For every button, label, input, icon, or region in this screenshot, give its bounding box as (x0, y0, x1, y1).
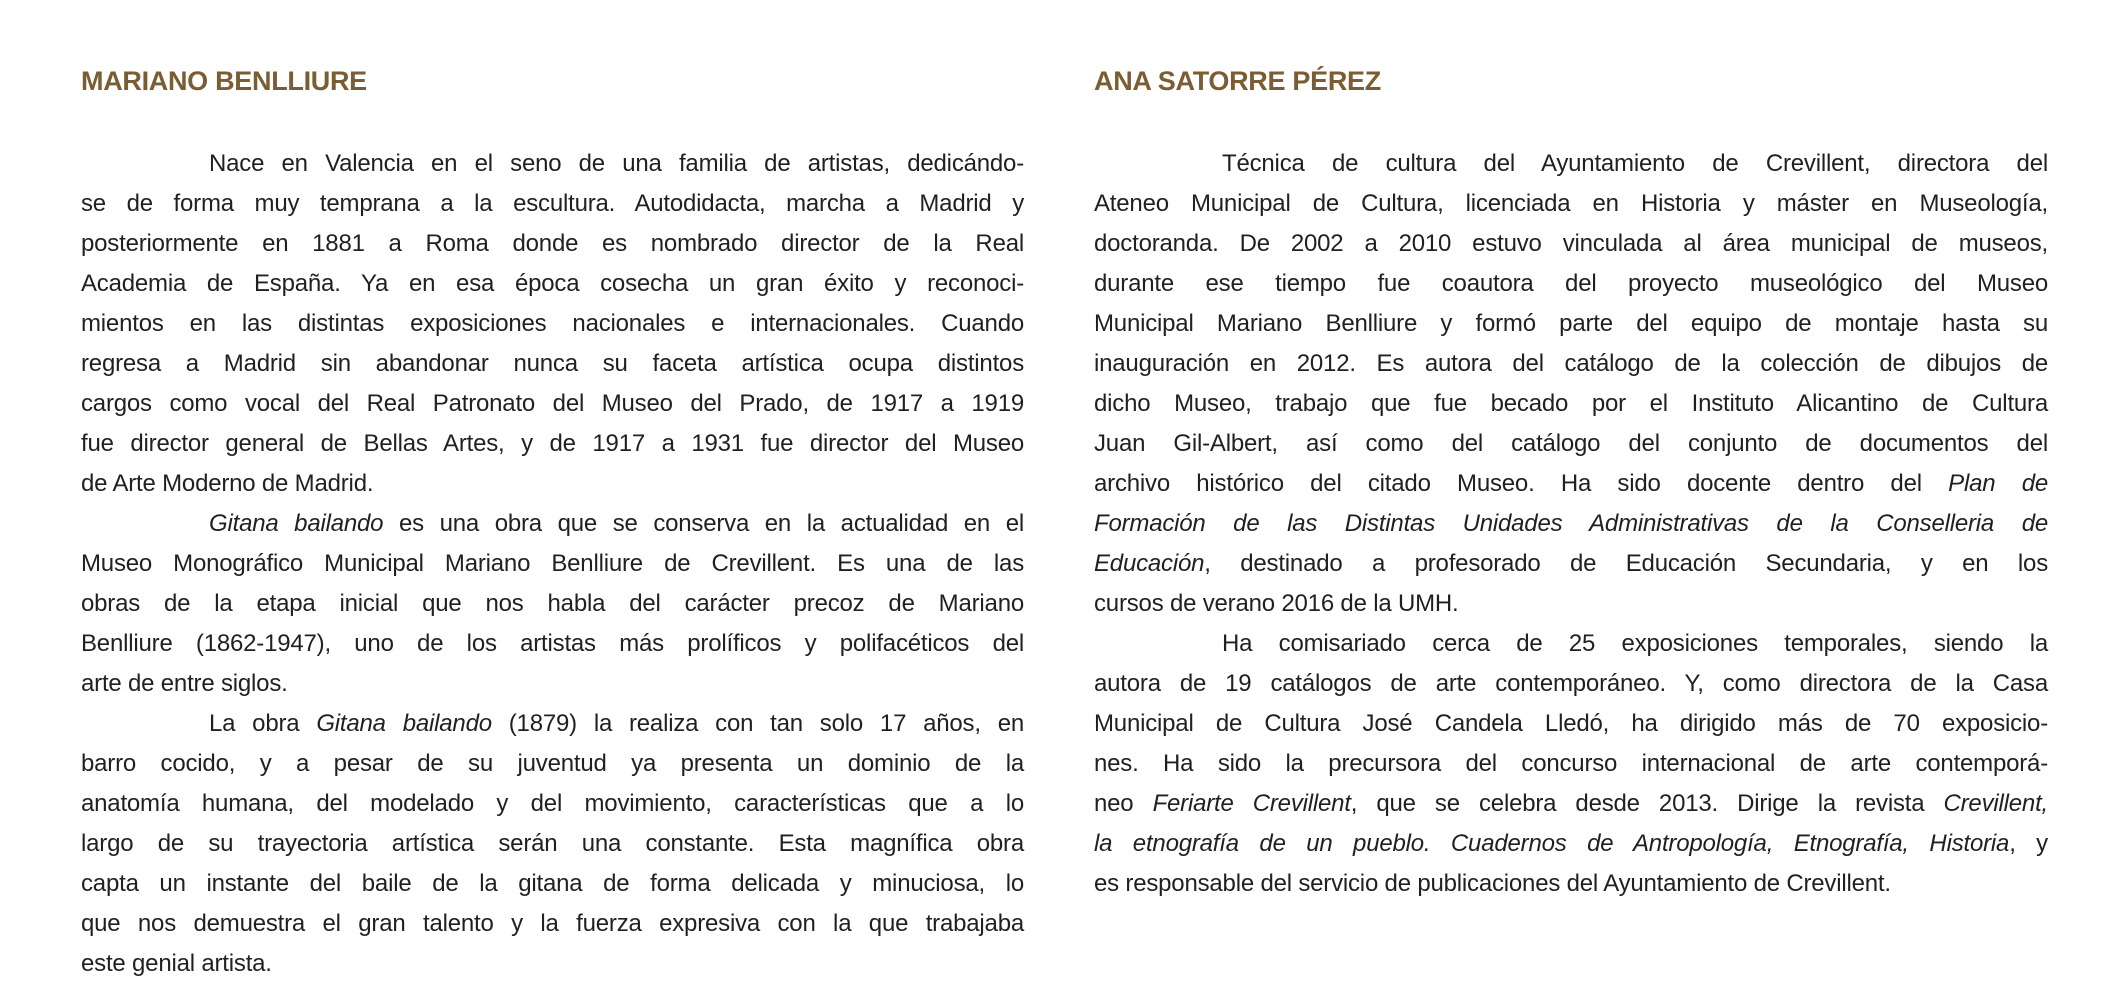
text-line (81, 304, 1024, 344)
text-segment: inauguración en 2012. Es autora del catálogo de la colección de dibujos de (1094, 350, 2048, 377)
text-line (81, 704, 1024, 744)
text-segment: barro cocido, y a pesar de su juventud ya presenta un dominio de la (81, 750, 1024, 777)
text-line (81, 864, 1024, 904)
text-segment: mientos en las distintas exposiciones nacionales e internacionales. Cuando (81, 310, 1024, 337)
text-segment: nes. Ha sido la precursora del concurso internacional de arte contemporá- (1094, 750, 2048, 777)
text-segment: , que se celebra desde 2013. Dirige la revista (1350, 790, 1944, 817)
text-line (1094, 664, 2048, 704)
text-segment: La obra (209, 710, 317, 737)
text-line (81, 384, 1024, 424)
text-segment: arte de entre siglos. (81, 670, 288, 697)
text-segment: neo (1094, 790, 1153, 817)
text-segment: doctoranda. De 2002 a 2010 estuvo vinculada al área municipal de museos, (1094, 230, 2048, 257)
text-segment: se de forma muy temprana a la escultura. Autodidacta, marcha a Madrid y (81, 190, 1024, 217)
text-segment: durante ese tiempo fue coautora del proyecto museológico del Museo (1094, 270, 2048, 297)
text-segment: es una obra que se conserva en la actualidad en el (383, 510, 1024, 537)
text-line (81, 184, 1024, 224)
text-line (1094, 144, 2048, 184)
text-segment: que nos demuestra el gran talento y la fuerza expresiva con la que trabajaba (81, 910, 1024, 937)
text-segment: Municipal de Cultura José Candela Lledó, ha dirigido más de 70 exposicio- (1094, 710, 2048, 737)
text-line (1094, 184, 2048, 224)
text-segment: es responsable del servicio de publicaciones del Ayuntamiento de Crevillent. (1094, 870, 1891, 897)
text-line (81, 904, 1024, 944)
italic-text: Educación (1094, 550, 1205, 577)
text-segment: este genial artista. (81, 950, 272, 977)
text-line (81, 664, 1024, 704)
text-line (1094, 384, 2048, 424)
text-line (1094, 704, 2048, 744)
italic-text: Gitana bailando (209, 510, 384, 537)
text-line (81, 584, 1024, 624)
text-line (1094, 824, 2048, 864)
text-line (81, 744, 1024, 784)
text-segment: Ha comisariado cerca de 25 exposiciones temporales, siendo la (1222, 630, 2048, 657)
text-segment: , destinado a profesorado de Educación Secundaria, y en los (1204, 550, 2048, 577)
text-line (1094, 264, 2048, 304)
italic-text: Formación de las Distintas Unidades Administrativas de la Conselleria de (1094, 510, 2048, 537)
text-line (1094, 624, 2048, 664)
text-line (1094, 464, 2048, 504)
text-segment: capta un instante del baile de la gitana de forma delicada y minuciosa, lo (81, 870, 1024, 897)
text-line (1094, 344, 2048, 384)
text-segment: Técnica de cultura del Ayuntamiento de Crevillent, directora del (1222, 150, 2048, 177)
text-segment: (1879) la realiza con tan solo 17 años, en (491, 710, 1025, 737)
text-segment: Municipal Mariano Benlliure y formó parte del equipo de montaje hasta su (1094, 310, 2048, 337)
italic-text: Plan de (1948, 470, 2049, 497)
text-segment: Benlliure (1862-1947), uno de los artistas más prolíficos y polifacéticos del (81, 630, 1024, 657)
text-line (1094, 784, 2048, 824)
text-segment: Museo Monográfico Municipal Mariano Benlliure de Crevillent. Es una de las (81, 550, 1024, 577)
text-segment: cursos de verano 2016 de la UMH. (1094, 590, 1459, 617)
italic-text: Gitana bailando (316, 710, 492, 737)
text-line (81, 944, 1024, 984)
text-line (81, 824, 1024, 864)
italic-text: Feriarte Crevillent (1152, 790, 1351, 817)
text-segment: Academia de España. Ya en esa época cosecha un gran éxito y reconoci- (81, 270, 1024, 297)
text-segment: largo de su trayectoria artística serán una constante. Esta magnífica obra (81, 830, 1024, 857)
text-line (1094, 304, 2048, 344)
text-line (1094, 544, 2048, 584)
heading-ana-satorre-perez: ANA SATORRE PÉREZ (1094, 66, 1381, 96)
text-segment: fue director general de Bellas Artes, y de 1917 a 1931 fue director del Museo (81, 430, 1024, 457)
text-segment: regresa a Madrid sin abandonar nunca su faceta artística ocupa distintos (81, 350, 1024, 377)
text-segment: Juan Gil-Albert, así como del catálogo del conjunto de documentos del (1094, 430, 2048, 457)
text-segment: obras de la etapa inicial que nos habla del carácter precoz de Mariano (81, 590, 1024, 617)
text-segment: cargos como vocal del Real Patronato del Museo del Prado, de 1917 a 1919 (81, 390, 1024, 417)
text-line (81, 464, 1024, 504)
text-line (81, 264, 1024, 304)
text-line (81, 144, 1024, 184)
italic-text: la etnografía de un pueblo. Cuadernos de Antropología, Etnografía, Historia (1094, 830, 2010, 857)
text-line (81, 224, 1024, 264)
text-segment: archivo histórico del citado Museo. Ha sido docente dentro del (1094, 470, 1949, 497)
text-segment: de Arte Moderno de Madrid. (81, 470, 374, 497)
italic-text: Crevillent, (1943, 790, 2048, 817)
text-line (1094, 864, 2048, 904)
text-line (81, 544, 1024, 584)
text-segment: Ateneo Municipal de Cultura, licenciada en Historia y máster en Museología, (1094, 190, 2048, 217)
text-segment: autora de 19 catálogos de arte contemporáneo. Y, como directora de la Casa (1094, 670, 2048, 697)
text-line (81, 784, 1024, 824)
text-segment: posteriormente en 1881 a Roma donde es nombrado director de la Real (81, 230, 1024, 257)
text-segment: Nace en Valencia en el seno de una familia de artistas, dedicándo- (209, 150, 1024, 177)
text-line (81, 624, 1024, 664)
text-line (1094, 584, 2048, 624)
bio-text (81, 144, 1024, 984)
text-segment: dicho Museo, trabajo que fue becado por el Instituto Alicantino de Cultura (1094, 390, 2048, 417)
text-line (1094, 224, 2048, 264)
heading-mariano-benlliure: MARIANO BENLLIURE (81, 66, 367, 96)
text-line (1094, 504, 2048, 544)
bio-text (1094, 144, 2048, 904)
text-segment: , y (2009, 830, 2048, 857)
text-line (81, 504, 1024, 544)
text-line (81, 344, 1024, 384)
text-line (1094, 424, 2048, 464)
text-segment: anatomía humana, del modelado y del movimiento, características que a lo (81, 790, 1024, 817)
text-line (1094, 744, 2048, 784)
text-line (81, 424, 1024, 464)
